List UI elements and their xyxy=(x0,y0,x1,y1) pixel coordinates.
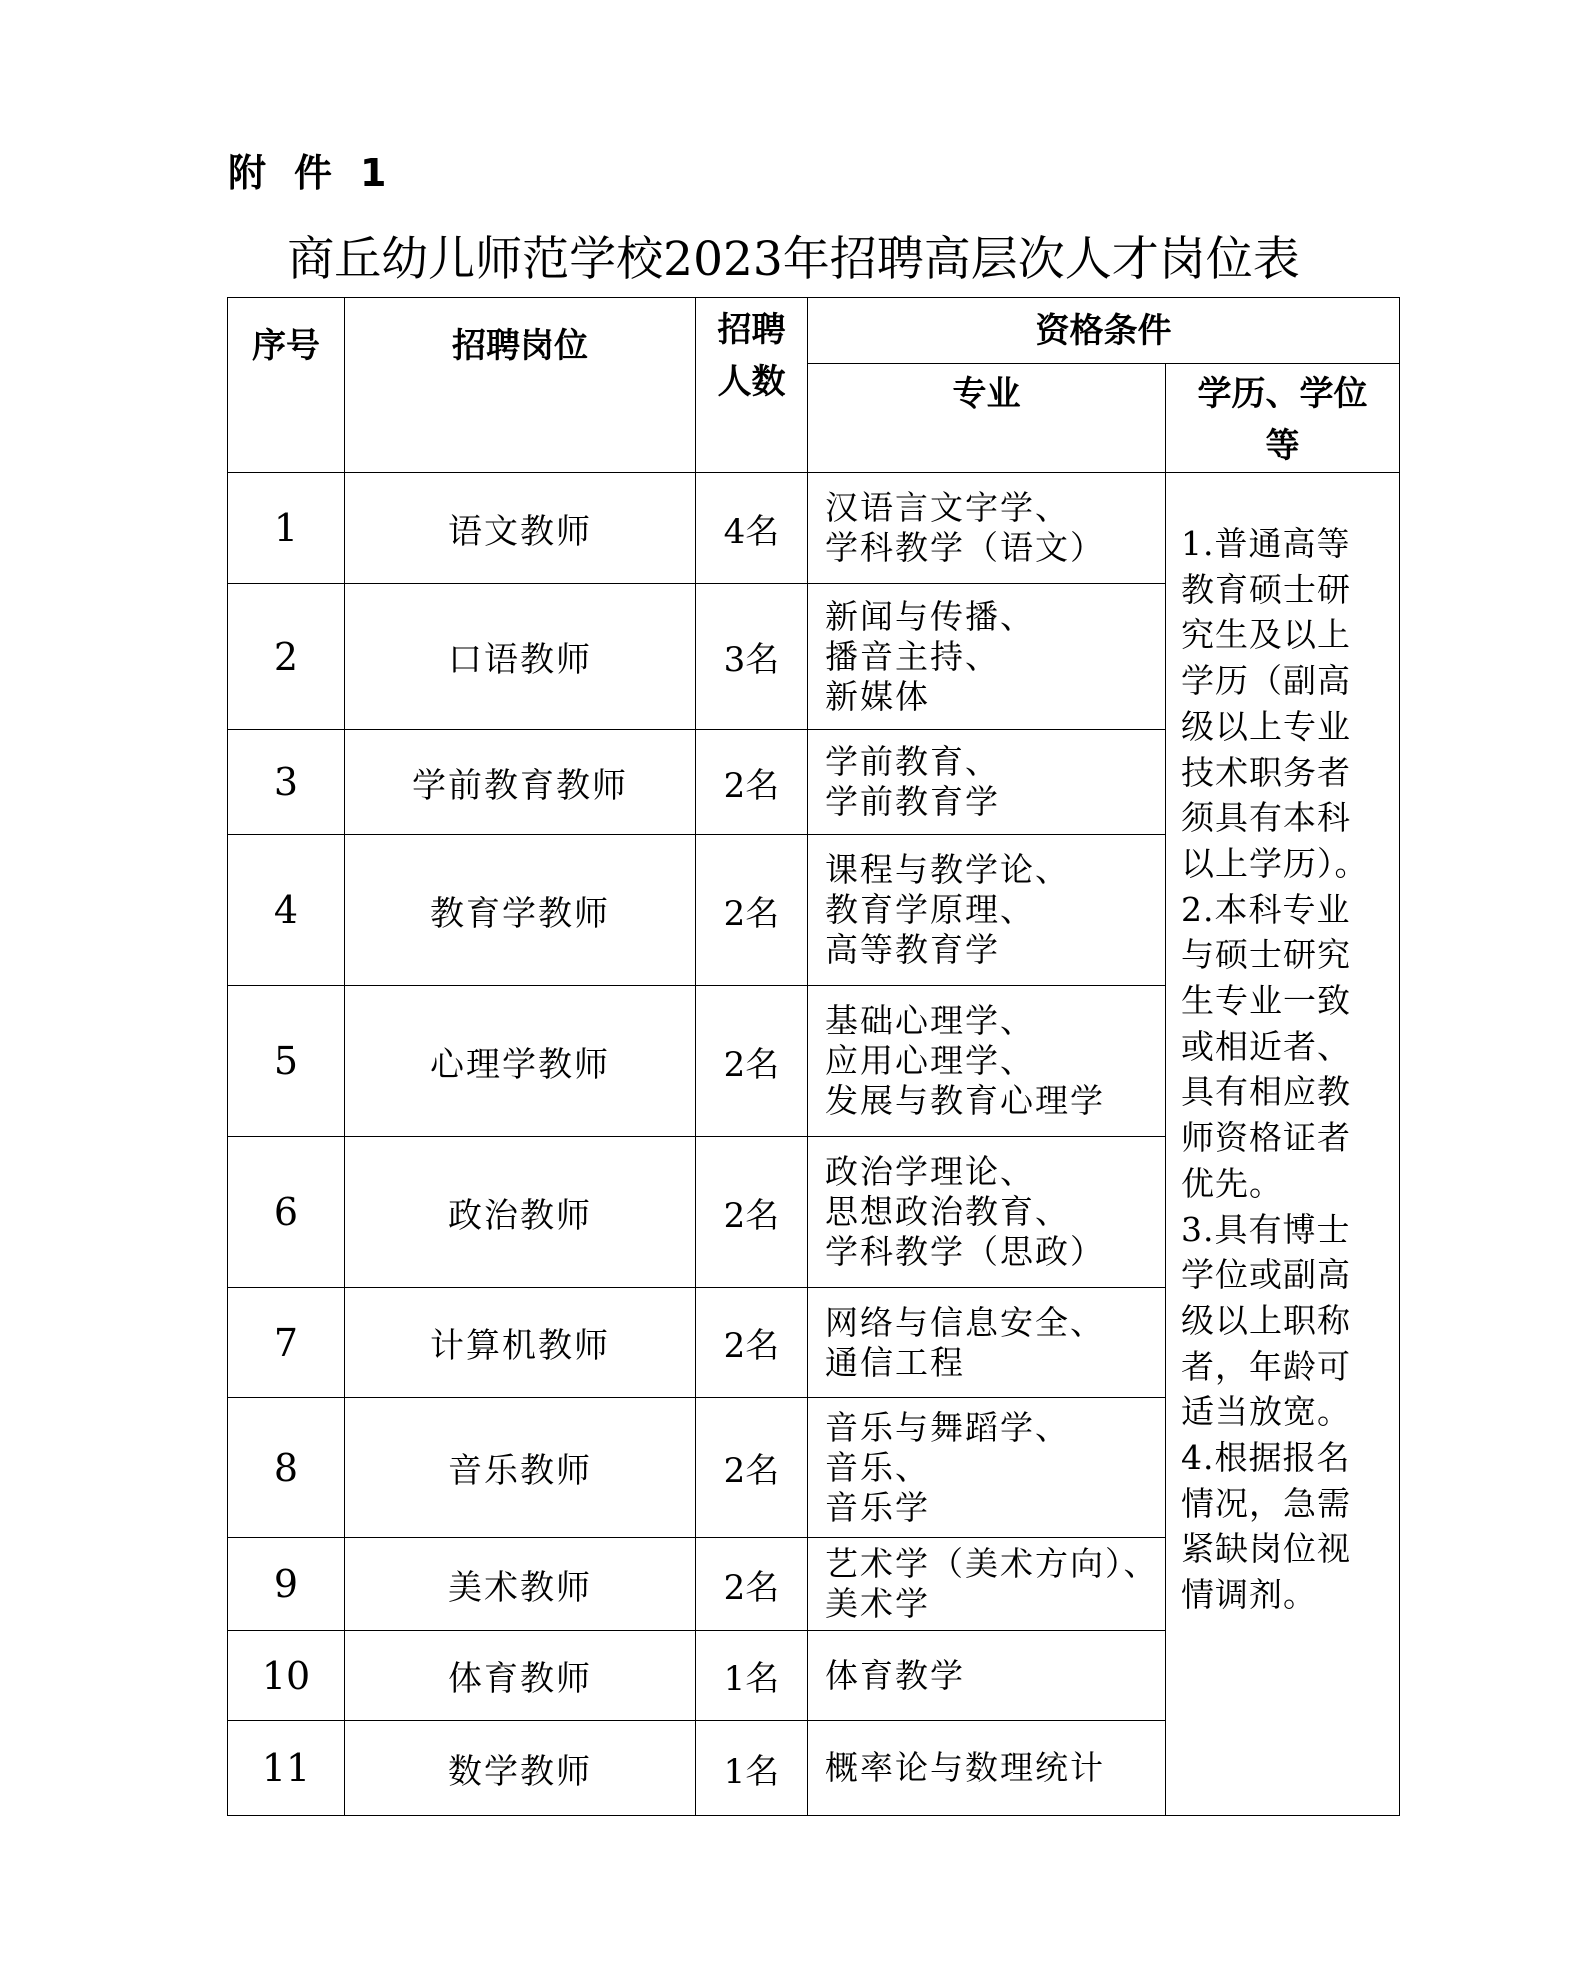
requirement-line: 情况，急需 xyxy=(1181,1483,1351,1523)
requirement-line: 教育硕士研 xyxy=(1181,569,1351,609)
cell-count: 2名 xyxy=(696,730,808,835)
major-line: 概率论与数理统计 xyxy=(825,1748,1105,1787)
cell-count: 4名 xyxy=(696,473,808,584)
requirement-line: 学位或副高 xyxy=(1181,1255,1351,1295)
cell-index: 3 xyxy=(228,730,345,835)
cell-majors xyxy=(808,1288,1166,1398)
requirement-line: 紧缺岗位视 xyxy=(1181,1529,1351,1569)
major-line: 教育学原理、 xyxy=(825,890,1035,929)
major-line: 学科教学（语文） xyxy=(825,528,1105,567)
cell-position: 音乐教师 xyxy=(345,1398,696,1538)
requirement-line: 生专业一致 xyxy=(1181,981,1351,1021)
major-line: 汉语言文字学、 xyxy=(825,488,1070,527)
cell-majors xyxy=(808,835,1166,986)
cell-position: 语文教师 xyxy=(345,473,696,584)
requirement-line: 优先。 xyxy=(1181,1163,1283,1203)
cell-count: 3名 xyxy=(696,584,808,730)
requirement-line: 学历（副高 xyxy=(1181,661,1351,701)
cell-position: 体育教师 xyxy=(345,1631,696,1721)
major-line: 高等教育学 xyxy=(825,930,1000,969)
cell-majors xyxy=(808,986,1166,1137)
major-line: 网络与信息安全、 xyxy=(825,1302,1105,1342)
header-major: 专业 xyxy=(808,364,1166,473)
requirement-line: 2.本科专业 xyxy=(1181,889,1351,929)
cell-index: 1 xyxy=(228,473,345,584)
cell-index: 9 xyxy=(228,1538,345,1631)
major-line: 基础心理学、 xyxy=(825,1001,1035,1040)
requirement-line: 情调剂。 xyxy=(1181,1575,1317,1615)
cell-count: 2名 xyxy=(696,1538,808,1631)
cell-position: 政治教师 xyxy=(345,1137,696,1288)
cell-index: 4 xyxy=(228,835,345,986)
requirement-line: 须具有本科 xyxy=(1181,798,1351,838)
major-line: 新闻与传播、 xyxy=(825,596,1035,636)
major-line: 体育教学 xyxy=(825,1655,965,1695)
cell-count: 1名 xyxy=(696,1721,808,1816)
cell-index: 6 xyxy=(228,1137,345,1288)
major-line: 音乐学 xyxy=(825,1487,930,1527)
major-line: 学科教学（思政） xyxy=(825,1232,1105,1271)
major-line: 播音主持、 xyxy=(825,636,1000,676)
major-line: 应用心理学、 xyxy=(825,1041,1035,1080)
cell-index: 11 xyxy=(228,1721,345,1816)
requirement-line: 级以上职称 xyxy=(1181,1300,1351,1340)
major-line: 思想政治教育、 xyxy=(825,1192,1070,1231)
requirement-line: 1.普通高等 xyxy=(1181,524,1351,563)
major-line: 美术学 xyxy=(825,1584,930,1623)
major-line: 新媒体 xyxy=(825,676,930,716)
attachment-word-1: 附 xyxy=(228,151,269,195)
table-body xyxy=(228,473,1400,1816)
cell-majors xyxy=(808,1721,1166,1816)
cell-count: 1名 xyxy=(696,1631,808,1721)
requirement-line: 4.根据报名 xyxy=(1181,1438,1351,1478)
header-degree-line2: 等 xyxy=(1265,426,1300,466)
cell-index: 8 xyxy=(228,1398,345,1538)
header-position: 招聘岗位 xyxy=(345,298,696,473)
requirement-line: 或相近者、 xyxy=(1181,1026,1351,1066)
requirement-line: 究生及以上 xyxy=(1181,615,1351,655)
cell-position: 学前教育教师 xyxy=(345,730,696,835)
cell-majors xyxy=(808,730,1166,835)
header-index: 序号 xyxy=(228,298,345,473)
cell-position: 口语教师 xyxy=(345,584,696,730)
major-line: 学前教育、 xyxy=(825,742,1000,781)
attachment-word-2: 件 xyxy=(294,151,335,195)
requirement-line: 具有相应教 xyxy=(1181,1072,1351,1112)
table-row xyxy=(228,473,1400,584)
cell-requirements xyxy=(1166,473,1400,1816)
cell-position: 数学教师 xyxy=(345,1721,696,1816)
header-degree-line1: 学历、学位 xyxy=(1197,374,1368,414)
requirement-line: 级以上专业 xyxy=(1181,706,1351,746)
cell-position: 心理学教师 xyxy=(345,986,696,1137)
cell-count: 2名 xyxy=(696,986,808,1137)
cell-index: 2 xyxy=(228,584,345,730)
attachment-label xyxy=(228,142,388,197)
header-count-line2: 人数 xyxy=(717,362,786,402)
major-line: 学前教育学 xyxy=(825,782,1000,821)
major-line: 发展与教育心理学 xyxy=(825,1081,1105,1120)
major-line: 通信工程 xyxy=(825,1342,965,1382)
cell-majors xyxy=(808,1631,1166,1721)
major-line: 政治学理论、 xyxy=(825,1152,1035,1191)
header-count-line1: 招聘 xyxy=(717,310,786,350)
cell-majors xyxy=(808,473,1166,584)
requirement-line: 与硕士研究 xyxy=(1181,935,1351,975)
major-line: 音乐、 xyxy=(825,1447,930,1487)
cell-index: 5 xyxy=(228,986,345,1137)
cell-count: 2名 xyxy=(696,1288,808,1398)
cell-majors xyxy=(808,584,1166,730)
cell-index: 10 xyxy=(228,1631,345,1721)
cell-position: 教育学教师 xyxy=(345,835,696,986)
cell-position: 美术教师 xyxy=(345,1538,696,1631)
cell-count: 2名 xyxy=(696,1398,808,1538)
cell-majors xyxy=(808,1137,1166,1288)
header-degree xyxy=(1166,364,1400,473)
cell-index: 7 xyxy=(228,1288,345,1398)
cell-majors xyxy=(808,1398,1166,1538)
header-qualification: 资格条件 xyxy=(808,298,1400,364)
cell-majors xyxy=(808,1538,1166,1631)
major-line: 课程与教学论、 xyxy=(825,850,1070,889)
requirement-line: 以上学历）。 xyxy=(1181,843,1369,883)
major-line: 音乐与舞蹈学、 xyxy=(825,1407,1070,1447)
cell-count: 2名 xyxy=(696,835,808,986)
cell-count: 2名 xyxy=(696,1137,808,1288)
requirement-line: 师资格证者 xyxy=(1181,1118,1351,1158)
header-count xyxy=(696,298,808,473)
page-title: 商丘幼儿师范学校2023年招聘高层次人才岗位表 xyxy=(287,232,1300,287)
major-line: 艺术学（美术方向）、 xyxy=(825,1544,1159,1583)
requirement-line: 者，年龄可 xyxy=(1181,1346,1351,1386)
cell-position: 计算机教师 xyxy=(345,1288,696,1398)
attachment-number: 1 xyxy=(360,151,389,195)
requirement-line: 适当放宽。 xyxy=(1181,1392,1351,1432)
position-table xyxy=(227,297,1400,1816)
requirement-line: 技术职务者 xyxy=(1181,752,1351,792)
requirement-line: 3.具有博士 xyxy=(1181,1209,1351,1249)
